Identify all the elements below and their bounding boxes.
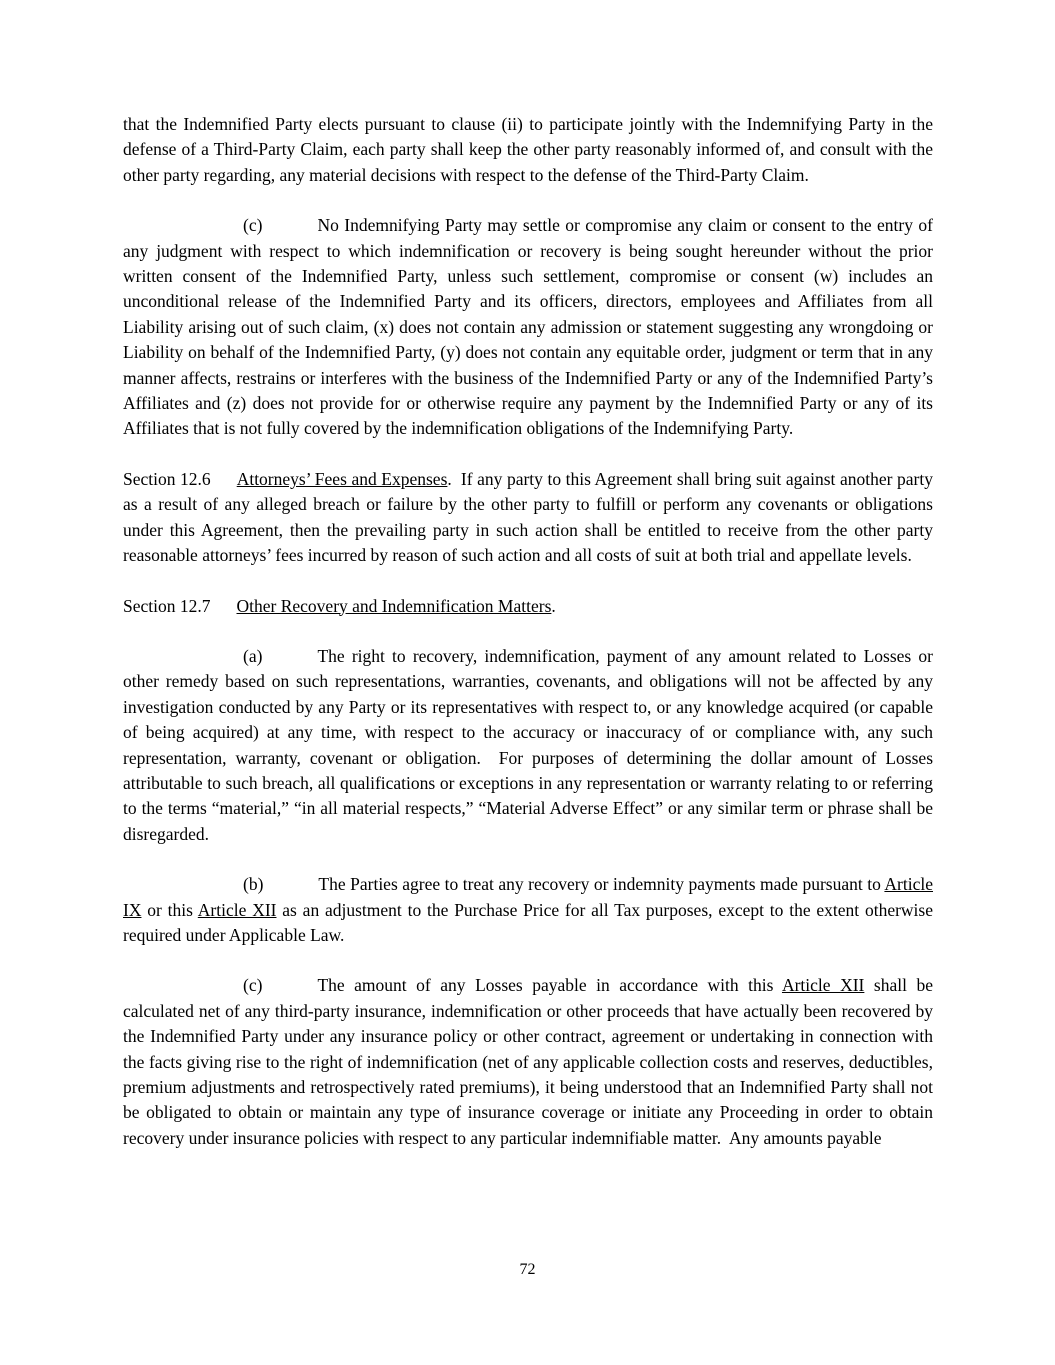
text-run: that the Indemnified Party elects pursuant to clause (ii) to participate jointly with the Indemnifying Party in the defense of a Third-Party Claim, each party shall keep the other party reasonably informed of, and consult with the other party regarding, any material decisions with respect to the defense of the Third-Party Claim. <box>123 114 933 185</box>
underlined-text: Article XII <box>197 899 277 920</box>
text-run: Section 12.7 <box>123 595 211 616</box>
tab-space <box>262 230 317 231</box>
text-run: (c) <box>243 215 263 236</box>
document-body <box>123 112 933 1176</box>
tab-space <box>262 990 317 991</box>
text-run: The Parties agree to treat any recovery or indemnity payments made pursuant to <box>318 874 885 895</box>
text-run: The amount of any Losses payable in accordance with this <box>317 975 782 996</box>
paragraph <box>123 213 933 442</box>
tab-space <box>263 889 318 890</box>
text-run: as an adjustment to the Purchase Price for all Tax purposes, except to the extent otherwise required under Applicable Law. <box>123 899 933 945</box>
text-run: or this <box>141 899 198 920</box>
tab-space <box>211 484 237 485</box>
paragraph <box>123 973 933 1151</box>
paragraph <box>123 594 933 619</box>
paragraph <box>123 872 933 948</box>
underlined-text: Article XII <box>781 975 865 996</box>
page-number: 72 <box>519 1261 536 1278</box>
text-run: . <box>551 595 556 616</box>
text-run: (a) <box>243 645 263 666</box>
text-run: The right to recovery, indemnification, payment of any amount related to Losses or other remedy based on such representations, warranties, covenants, and obligations will not be affected by any investigation conducted by any Party or its representatives with respect to, or any knowledge acquired (or capable of being acquired) at any time, with respect to the accuracy or inaccuracy of or compliance with, any such representation, warranty, covenant or obligation. For purposes of determining the dollar amount of Losses attributable to such breach, all qualifications or exceptions in any representation or warranty relating to or referring to the terms “material,” “in all material respects,” “Material Adverse Effect” or any similar term or phrase shall be disregarded. <box>123 645 933 844</box>
tab-space <box>211 611 237 612</box>
text-run: No Indemnifying Party may settle or compromise any claim or consent to the entry of any judgment with respect to which indemnification or recovery is being sought hereunder without the prior written consent of the Indemnified Party, unless such settlement, compromise or consent (w) includes an unconditional release of the Indemnified Party and its officers, directors, employees and Affiliates from all Liability arising out of such claim, (x) does not contain any admission or statement suggesting any wrongdoing or Liability on behalf of the Indemnified Party, (y) does not contain any equitable order, judgment or term that in any manner affects, restrains or interferes with the business of the Indemnified Party or any of the Indemnified Party’s Affiliates and (z) does not provide for or otherwise require any payment by the Indemnified Party or any of its Affiliates that is not fully covered by the indemnification obligations of the Indemnifying Party. <box>123 215 933 439</box>
underlined-text: Article IX <box>123 874 933 920</box>
text-run: . If any party to this Agreement shall bring suit against another party as a result of any alleged breach or failure by the other party to fulfill or perform any covenants or obligations under this Agreement, then the prevailing party in such action shall be entitled to receive from the other party reasonable attorneys’ fees incurred by reason of such action and all costs of suit at both trial and appellate levels. <box>123 468 933 566</box>
paragraph <box>123 112 933 188</box>
paragraph <box>123 644 933 847</box>
underlined-text: Other Recovery and Indemnification Matters <box>236 595 552 616</box>
text-run: (c) <box>243 975 263 996</box>
underlined-text: Attorneys’ Fees and Expenses <box>236 468 448 489</box>
text-run: Section 12.6 <box>123 468 211 489</box>
tab-space <box>262 661 317 662</box>
text-run: shall be calculated net of any third-party insurance, indemnification or other proceeds that have actually been recovered by the Indemnified Party under any insurance policy or other contract, agreement or undertaking in connection with the facts giving rise to the right of indemnification (net of any applicable collection costs and reserves, deductibles, premium adjustments and retrospectively rated premiums), it being understood that an Indemnified Party shall not be obligated to obtain or maintain any type of insurance coverage or initiate any Proceeding in order to obtain recovery under insurance policies with respect to any particular indemnifiable matter. Any amounts payable <box>123 975 933 1148</box>
paragraph <box>123 467 933 569</box>
text-run: (b) <box>243 874 264 895</box>
